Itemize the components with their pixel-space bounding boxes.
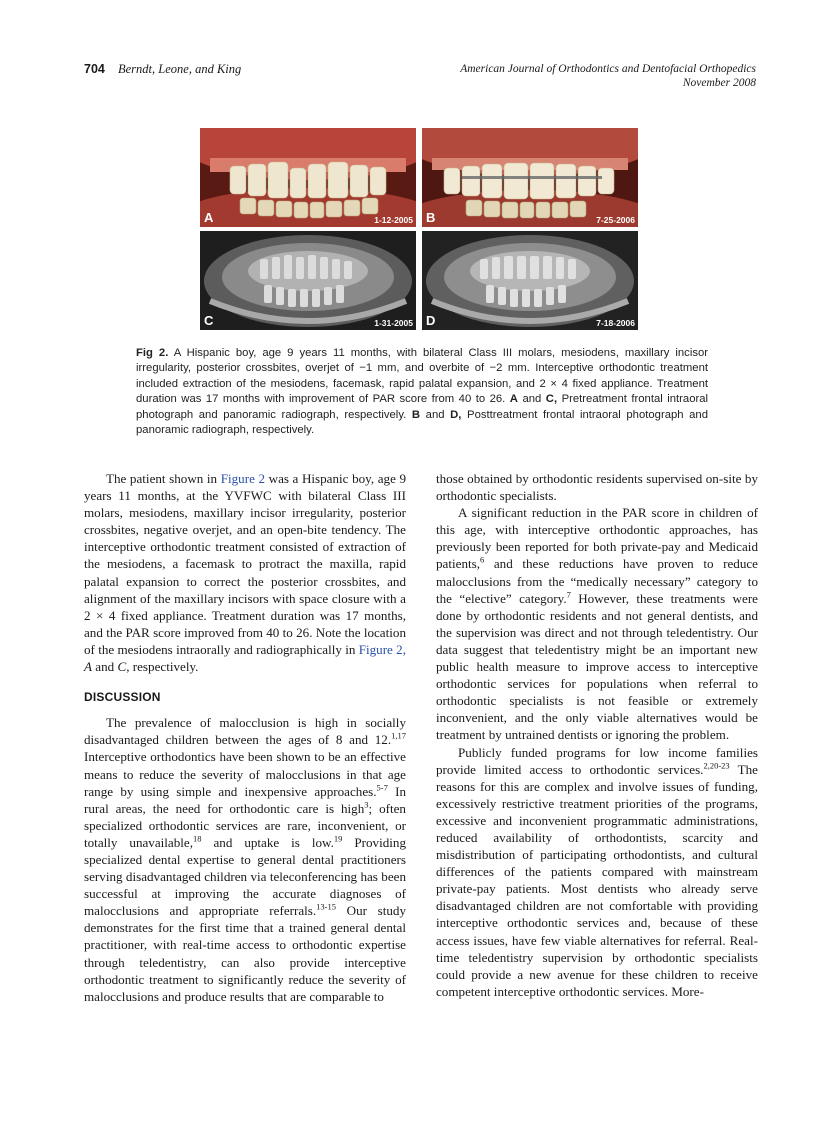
caption-text-3: Posttreatment frontal intraoral photograph and panoramic radiograph, respectively. (136, 408, 709, 437)
journal-info (460, 62, 756, 90)
panel-d-letter: D (426, 313, 436, 328)
text-run-italic: A (84, 659, 92, 675)
panel-b-intraoral-photo (422, 128, 638, 227)
caption-label: Fig 2. (136, 347, 169, 359)
paragraph-prevalence (84, 714, 406, 1005)
text-run: Interceptive orthodontics have been shown to be an effective means to reduce the severity of malocclusions in that age range by using simple and inexpensive approaches. (84, 749, 406, 799)
text-run: The reasons for this are complex and involve issues of funding, excessively restrictive treatment priorities of the programs, excessive and inconvenient programmatic administrations, reduced availability of orthodontists, scarcity and misdistribution of participating orthodontists, and cultural differences of the patients compared with mainstream private-pay patients. Most dentists who already serve disadvantaged children are not comfortable with providing interceptive orthodontic services and, because of these access issues, have few viable alternatives for referral. Real-time teledentistry supervision by orthodontic specialists could provide a new avenue for these children to receive competent interceptive orthodontic services. More- (436, 761, 758, 999)
citation[interactable]: 19 (333, 833, 343, 844)
paragraph-continued: those obtained by orthodontic residents supervised on-site by orthodontic specialists. (436, 471, 758, 504)
citation[interactable]: 5-7 (376, 782, 388, 793)
panel-a-letter: A (204, 210, 214, 225)
panel-d-date: 7-18-2006 (596, 318, 635, 328)
section-heading-discussion: DISCUSSION (84, 690, 161, 705)
panel-c-date: 1-31-2005 (374, 318, 413, 328)
panel-b-letter: B (426, 210, 436, 225)
figure-2 (200, 128, 640, 330)
caption-and-1: and (522, 393, 542, 406)
citation[interactable]: 18 (193, 833, 202, 844)
citation[interactable]: 3 (364, 799, 369, 810)
panel-d-radiograph (422, 231, 638, 330)
text-run: Providing specialized dental expertise to general dental practitioners serving disadvantaged children via teleconferencing has been successful at improving the accurate diagnoses of malocclusions and appropriate referrals. (84, 834, 406, 919)
text-run: and uptake is low. (201, 834, 334, 850)
figure-2-link[interactable]: Figure 2 (220, 471, 266, 486)
figure-2-link-2[interactable]: Figure 2, (358, 641, 406, 657)
caption-text-2: Pretreatment frontal intraoral photograph and panoramic radiograph, respectively. (136, 393, 709, 421)
text-run: The prevalence of malocclusion is high in socially disadvantaged children between the ages of 8 and 12. (84, 715, 406, 748)
citation[interactable]: 1,17 (391, 730, 406, 741)
left-column (84, 470, 406, 1005)
text-run: A significant reduction in the PAR score in children of this age, with interceptive orthodontic approaches, has previously been reported for both private-pay and Medicaid patients, (436, 505, 758, 572)
panel-a-intraoral-photo (200, 128, 416, 227)
citation[interactable]: 7 (566, 589, 571, 600)
caption-bold-c: C, (545, 393, 558, 406)
issue-date: November 2008 (682, 77, 756, 89)
caption-bold-b: B (411, 408, 421, 421)
text-run: and (95, 659, 115, 675)
journal-name: American Journal of Orthodontics and Dentofacial Orthopedics (460, 63, 756, 75)
text-run: ; often specialized orthodontic services are rare, inconvenient, or totally unavailable, (84, 800, 406, 850)
running-authors: Berndt, Leone, and King (118, 62, 242, 76)
caption-bold-a: A (509, 393, 518, 406)
paragraph-public-programs (436, 744, 758, 1000)
caption-and-2: and (425, 408, 445, 421)
right-column (436, 470, 758, 1000)
panel-b-date: 7-25-2006 (596, 215, 635, 225)
page-number: 704 (84, 62, 105, 76)
citation[interactable]: 13-15 (316, 901, 337, 912)
caption-bold-d: D, (450, 408, 462, 421)
figure-caption (136, 346, 708, 438)
panel-c-letter: C (204, 313, 214, 328)
text-run: Our study demonstrates for the first time that a trained general dental practitioner, with real-time access to orthodontic expertise through teledentistry, can also provide interceptive orthodontic treatment to significantly reduce the severity of malocclusions and produce results that are comparable to (84, 903, 406, 1004)
panel-c-radiograph (200, 231, 416, 330)
citation[interactable]: 6 (480, 555, 485, 566)
text-run: However, these treatments were done by orthodontic residents and not general dentists, and the supervision was direct and not through teledentistry. Our data suggest that teledentistry might be an important new public health measure to improve access to interceptive orthodontic services for populations when referral to orthodontic specialists is not feasible or extremely inconvenient, and the only viable alternatives would be treatment by untrained dentists or ignoring the problem. (436, 590, 758, 743)
text-run: In rural areas, the need for orthodontic care is high (84, 783, 406, 816)
text-run: and these reductions have proven to reduce malocclusions from the “medically necessary” category to the “elective” category. (436, 556, 758, 606)
text-run: was a Hispanic boy, age 9 years 11 months, at the YVFWC with bilateral Class III molars, mesiodens, maxillary incisor irregularity, posterior crossbites, negative overjet, and an open-bite tendency. The interceptive orthodontic treatment consisted of extraction of the mesiodens, a facemask to protract the maxilla, rapid palatal expansion to correct the posterior crossbites, and alignment of the maxillary incisors with space closure with a 2 × 4 fixed appliance. Treatment duration was 17 months, and the PAR score improved from 40 to 26. Note the location of the mesiodens intraorally and radiographically in (84, 471, 407, 657)
text-run: , respectively. (126, 659, 199, 675)
panel-a-date: 1-12-2005 (374, 215, 413, 225)
caption-text-1: A Hispanic boy, age 9 years 11 months, with bilateral Class III molars, mesiodens, maxillary incisor irregularity, posterior crossbites, overjet of −1 mm, and overbite of −2 mm. Interceptive orthodontic treatment included extraction of the mesiodens, facemask, rapid palatal expansion, and 2 × 4 fixed appliance. Treatment duration was 17 months with improvement of PAR score from 40 to 26. (136, 347, 709, 406)
text-run: Publicly funded programs for low income families provide limited access to orthodontic services. (436, 744, 758, 777)
paragraph-patient (84, 470, 406, 675)
text-run-italic: C (117, 659, 127, 675)
text-run: The patient shown in (106, 471, 218, 486)
paragraph-par-score (436, 504, 758, 743)
running-header (84, 62, 756, 96)
citation[interactable]: 2,20-23 (703, 760, 730, 771)
